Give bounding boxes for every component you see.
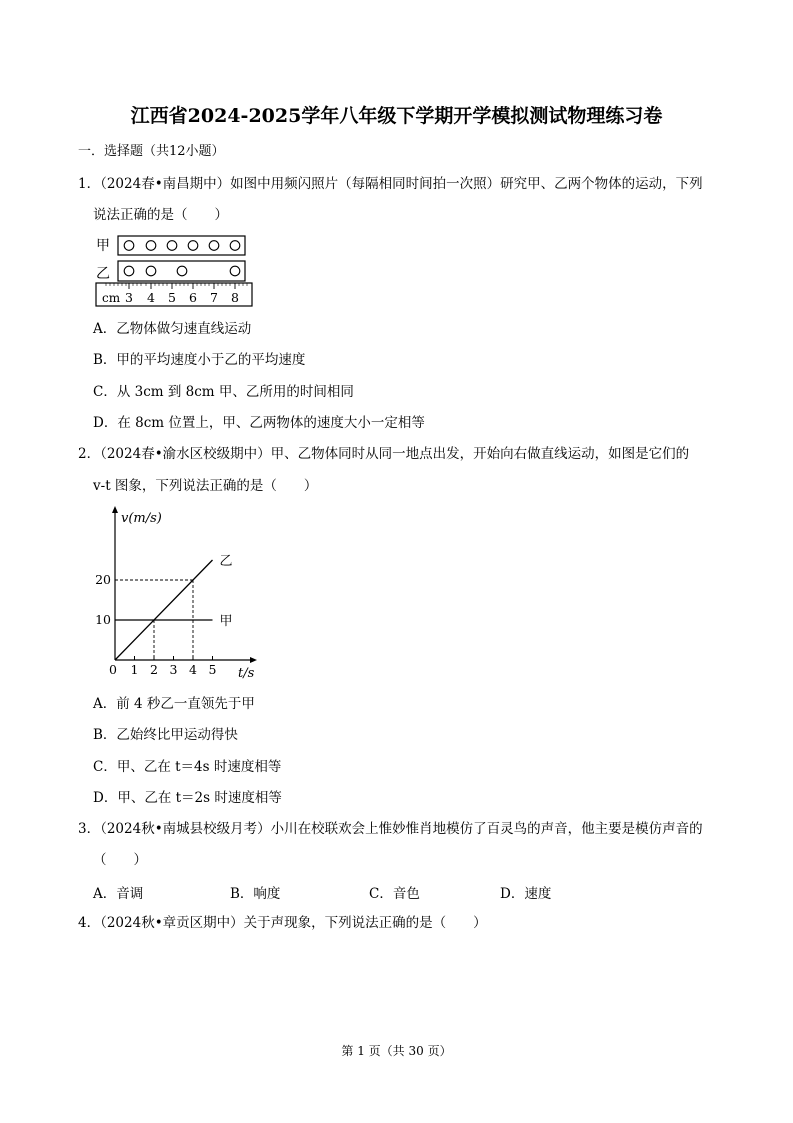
x-axis-label: t/s	[238, 666, 255, 681]
q2-vt-chart	[90, 505, 270, 685]
ruler-tick-label: 4	[147, 290, 155, 305]
x-tick-label: 5	[208, 662, 217, 677]
q3-stem-line2: （ ）	[93, 852, 147, 868]
q1-stem-line1: 1．（2024春•南昌期中）如图中用频闪照片（每隔相同时间拍一次照）研究甲、乙两个物体的运动，下列	[78, 176, 703, 192]
q1-option-d[interactable]: D．在 8cm 位置上，甲、乙两物体的速度大小一定相等	[93, 415, 425, 431]
q1-row1-ball	[209, 241, 219, 251]
x-tick-label: 0	[109, 662, 117, 677]
q1-row1-strip	[118, 236, 245, 255]
q1-row2-ball	[124, 266, 134, 276]
q3-option-a[interactable]: A．音调	[93, 886, 144, 902]
y-axis-label: v(m/s)	[121, 511, 162, 526]
q1-row2-strip	[118, 261, 245, 281]
q1-row1-ball	[188, 241, 198, 251]
q2-option-a[interactable]: A．前 4 秒乙一直领先于甲	[93, 696, 255, 712]
q2-option-d[interactable]: D．甲、乙在 t＝2s 时速度相等	[93, 790, 282, 806]
q1-row1-ball	[167, 241, 177, 251]
q1-option-b[interactable]: B．甲的平均速度小于乙的平均速度	[93, 352, 306, 368]
section-heading: 一．选择题（共12小题）	[78, 144, 225, 159]
q1-ruler-unit: cm	[102, 291, 121, 305]
page-footer: 第 1 页（共 30 页）	[341, 1044, 452, 1058]
ruler-tick-label: 5	[168, 290, 176, 305]
series-label-0: 乙	[219, 554, 233, 569]
q1-stem-line2: 说法正确的是（ ）	[93, 207, 228, 223]
q1-row1-ball	[230, 241, 240, 251]
x-tick-label: 4	[189, 662, 197, 677]
q1-row1-label: 甲	[96, 238, 110, 254]
x-tick-label: 2	[150, 662, 158, 677]
ruler-tick-label: 6	[189, 290, 197, 305]
y-tick-label: 20	[95, 572, 111, 587]
q3-options	[93, 882, 713, 902]
page-title: 江西省2024-2025学年八年级下学期开学模拟测试物理练习卷	[130, 105, 663, 127]
x-tick-label: 3	[169, 662, 178, 677]
q3-option-c[interactable]: C．音色	[369, 886, 420, 902]
q2-stem-line2: v-t 图象，下列说法正确的是（ ）	[93, 478, 318, 494]
q3-option-d[interactable]: D．速度	[500, 886, 552, 902]
y-tick-label: 10	[95, 612, 111, 627]
series-label-1: 甲	[219, 614, 233, 629]
ruler-tick-label: 3	[125, 290, 133, 305]
q1-ruler-major-ticks	[129, 283, 235, 289]
x-axis-arrow	[250, 657, 257, 663]
q4-stem-line1: 4．（2024秋•章贡区期中）关于声现象，下列说法正确的是（ ）	[78, 915, 487, 931]
y-axis-arrow	[112, 506, 118, 513]
q1-ruler-tick-labels	[125, 290, 239, 305]
q3-option-b[interactable]: B．响度	[230, 886, 281, 902]
q1-row2-label: 乙	[96, 266, 110, 282]
q1-option-a[interactable]: A．乙物体做匀速直线运动	[93, 321, 252, 337]
q3-stem-line1: 3．（2024秋•南城县校级月考）小川在校联欢会上惟妙惟肖地模仿了百灵鸟的声音，他主要是模仿声音的	[78, 821, 703, 837]
q2-stem-line1: 2．（2024春•渝水区校级期中）甲、乙物体同时从同一地点出发，开始向右做直线运动，如图是它们的	[78, 446, 690, 462]
q2-option-c[interactable]: C．甲、乙在 t＝4s 时速度相等	[93, 759, 282, 775]
q1-row1-ball	[146, 241, 156, 251]
q1-row2-ball	[230, 266, 240, 276]
ruler-tick-label: 7	[210, 290, 218, 305]
q1-row1-ball	[124, 241, 134, 251]
x-tick-label: 1	[130, 662, 139, 677]
q1-row2-ball	[146, 266, 156, 276]
ruler-tick-label: 8	[231, 290, 239, 305]
q1-row2-ball	[177, 266, 187, 276]
series-line-0	[115, 560, 213, 660]
q2-option-b[interactable]: B．乙始终比甲运动得快	[93, 727, 238, 743]
q1-option-c[interactable]: C．从 3cm 到 8cm 甲、乙所用的时间相同	[93, 384, 354, 400]
q1-flash-photo-figure	[93, 232, 263, 312]
